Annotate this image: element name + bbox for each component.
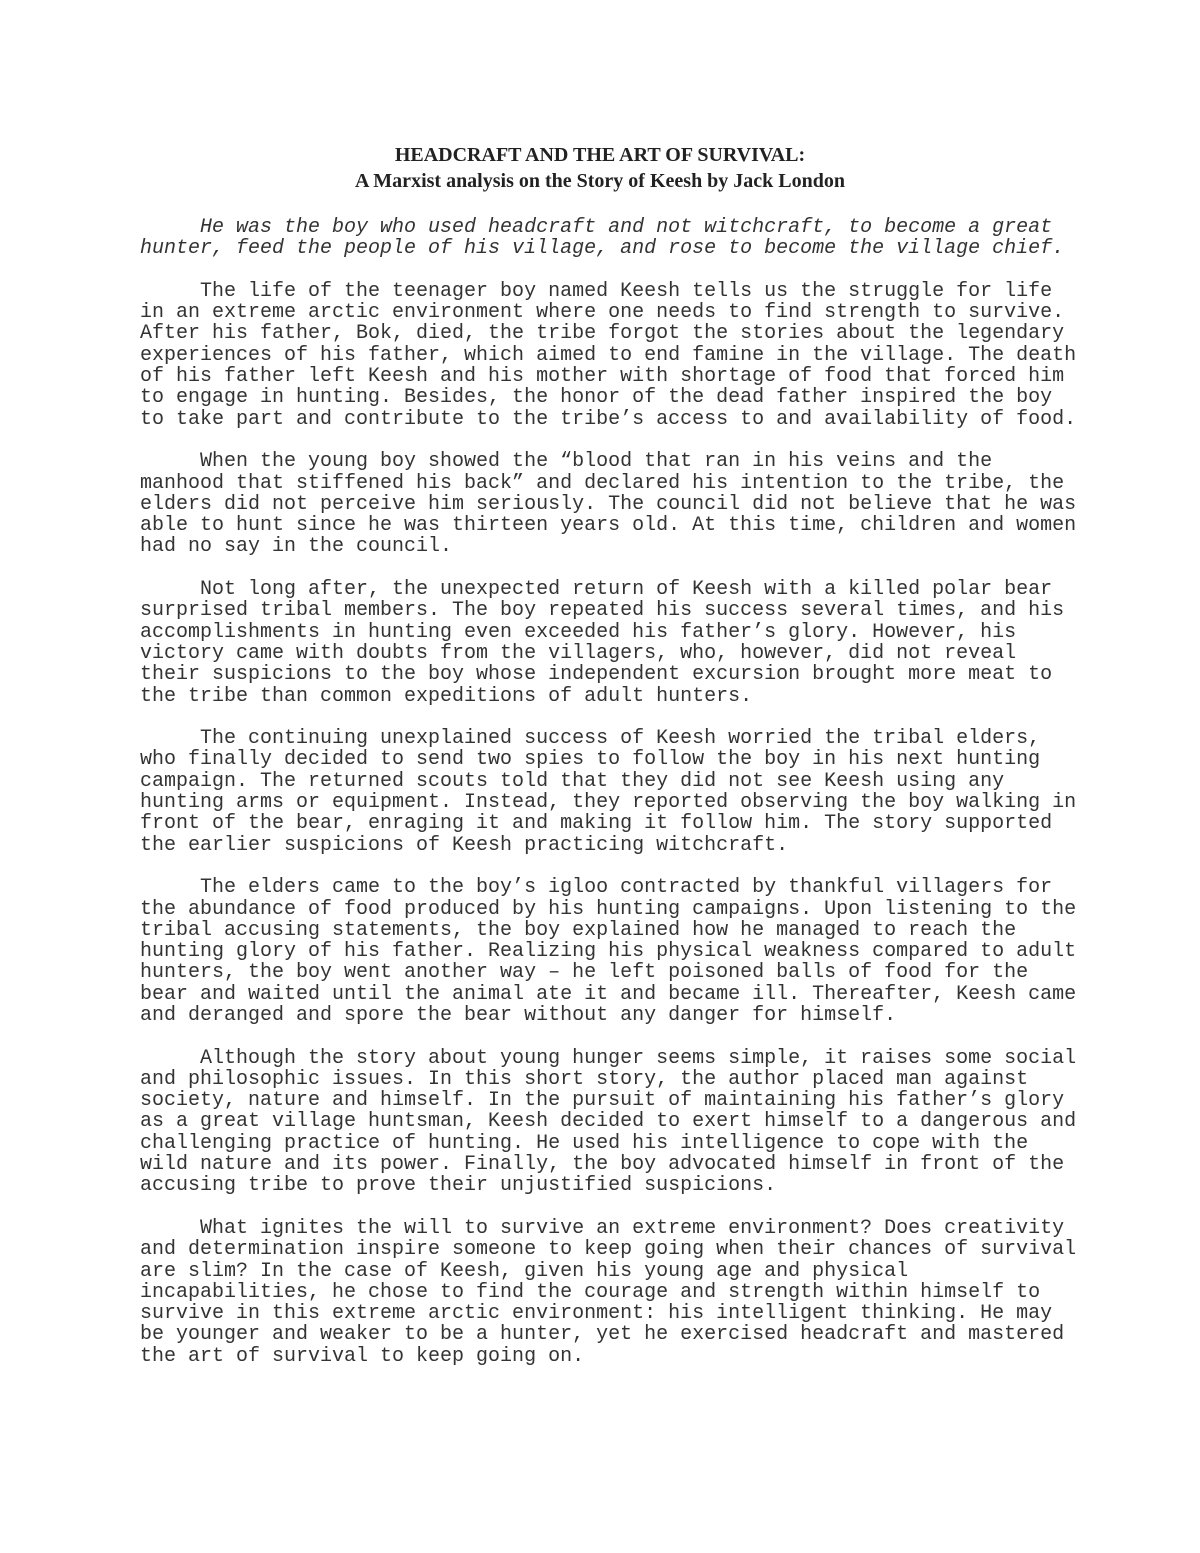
title-block	[0, 142, 1200, 194]
paragraph-line: the tribe than common expeditions of adult hunters.	[140, 684, 753, 708]
paragraph-line: The continuing unexplained success of Keesh worried the tribal elders,	[140, 727, 1041, 751]
paragraph-line: challenging practice of hunting. He used his intelligence to cope with the	[140, 1131, 1029, 1155]
paragraph-line: and determination inspire someone to keep going when their chances of survival	[140, 1238, 1077, 1262]
paragraph-line: be younger and weaker to be a hunter, yet he exercised headcraft and mastered	[140, 1323, 1065, 1347]
paragraph-line: Not long after, the unexpected return of Keesh with a killed polar bear	[140, 578, 1053, 602]
document-subtitle: A Marxist analysis on the Story of Keesh by Jack London	[354, 170, 846, 192]
paragraph-line: their suspicions to the boy whose independent excursion brought more meat to	[140, 663, 1053, 687]
paragraph	[140, 1216, 1077, 1368]
paragraph-line: accomplishments in hunting even exceeded his father’s glory. However, his	[140, 620, 1017, 644]
paragraph-line: the earlier suspicions of Keesh practicing witchcraft.	[140, 833, 789, 857]
paragraph-line: When the young boy showed the “blood that ran in his veins and the	[140, 450, 993, 474]
paragraph-line: victory came with doubts from the villagers, who, however, did not reveal	[140, 641, 1017, 665]
paragraph	[140, 727, 1077, 857]
paragraph-line: and philosophic issues. In this short story, the author placed man against	[140, 1067, 1029, 1091]
paragraph-line: elders did not perceive him seriously. The council did not believe that he was	[140, 492, 1077, 516]
paragraph-line: who finally decided to send two spies to follow the boy in his next hunting	[140, 748, 1041, 772]
paragraph-line: as a great village huntsman, Keesh decided to exert himself to a dangerous and	[140, 1110, 1077, 1134]
paragraph-line: had no say in the council.	[140, 535, 453, 559]
paragraph-line: are slim? In the case of Keesh, given his young age and physical	[140, 1259, 909, 1283]
paragraph-line: hunting arms or equipment. Instead, they reported observing the boy walking in	[140, 791, 1077, 815]
paragraph-line: able to hunt since he was thirteen years old. At this time, children and women	[140, 514, 1077, 538]
paragraph-line: of his father left Keesh and his mother with shortage of food that forced him	[140, 365, 1065, 389]
paragraph	[140, 579, 1070, 707]
paragraph-line: the art of survival to keep going on.	[140, 1344, 585, 1368]
paragraph-line: hunters, the boy went another way – he left poisoned balls of food for the	[140, 961, 1029, 985]
paragraph-line: accusing tribe to prove their unjustified suspicions.	[140, 1174, 777, 1198]
paragraph-line: The life of the teenager boy named Keesh tells us the struggle for life	[140, 279, 1053, 303]
paragraph-line: The elders came to the boy’s igloo contracted by thankful villagers for	[140, 876, 1053, 900]
paragraph-line: to take part and contribute to the tribe’s access to and availability of food.	[140, 407, 1077, 431]
document-body	[140, 216, 1077, 1388]
paragraph-line: After his father, Bok, died, the tribe forgot the stories about the legendary	[140, 322, 1065, 346]
paragraph-line: society, nature and himself. In the pursuit of maintaining his father’s glory	[140, 1089, 1065, 1113]
paragraph-list	[140, 279, 1077, 1368]
paragraph-line: hunting glory of his father. Realizing his physical weakness compared to adult	[140, 940, 1077, 964]
paragraph-line: experiences of his father, which aimed to end famine in the village. The death	[140, 343, 1077, 367]
epigraph-line: He was the boy who used headcraft and not witchcraft, to become a great	[140, 216, 1053, 239]
paragraph-line: tribal accusing statements, the boy explained how he managed to reach the	[140, 918, 1017, 942]
epigraph-line: hunter, feed the people of his village, and rose to become the village chief.	[140, 237, 1065, 261]
document-title: HEADCRAFT AND THE ART OF SURVIVAL:	[394, 144, 806, 166]
paragraph-line: manhood that stiffened his back” and declared his intention to the tribe, the	[140, 471, 1065, 495]
paragraph-line: and deranged and spore the bear without any danger for himself.	[140, 1003, 897, 1027]
paragraph-line: surprised tribal members. The boy repeated his success several times, and his	[140, 599, 1065, 623]
paragraph-line: survive in this extreme arctic environment: his intelligent thinking. He may	[140, 1302, 1053, 1326]
paragraph-line: to engage in hunting. Besides, the honor of the dead father inspired the boy	[140, 386, 1053, 410]
paragraph	[140, 279, 1077, 431]
paragraph-line: bear and waited until the animal ate it and became ill. Thereafter, Keesh came	[140, 982, 1077, 1006]
paragraph-line: wild nature and its power. Finally, the boy advocated himself in front of the	[140, 1153, 1065, 1177]
paragraph-line: incapabilities, he chose to find the courage and strength within himself to	[140, 1280, 1041, 1304]
paragraph	[140, 1046, 1077, 1198]
paragraph-line: front of the bear, enraging it and making it follow him. The story supported	[140, 812, 1053, 836]
paragraph-line: in an extreme arctic environment where one needs to find strength to survive.	[140, 301, 1065, 325]
paragraph	[140, 876, 1077, 1027]
paragraph	[140, 450, 1077, 559]
paragraph-line: campaign. The returned scouts told that they did not see Keesh using any	[140, 769, 1005, 793]
paragraph-line: Although the story about young hunger seems simple, it raises some social	[140, 1046, 1077, 1070]
paragraph-line: What ignites the will to survive an extreme environment? Does creativity	[140, 1216, 1065, 1240]
epigraph	[140, 217, 1070, 260]
paragraph-line: the abundance of food produced by his hunting campaigns. Upon listening to the	[140, 897, 1077, 921]
